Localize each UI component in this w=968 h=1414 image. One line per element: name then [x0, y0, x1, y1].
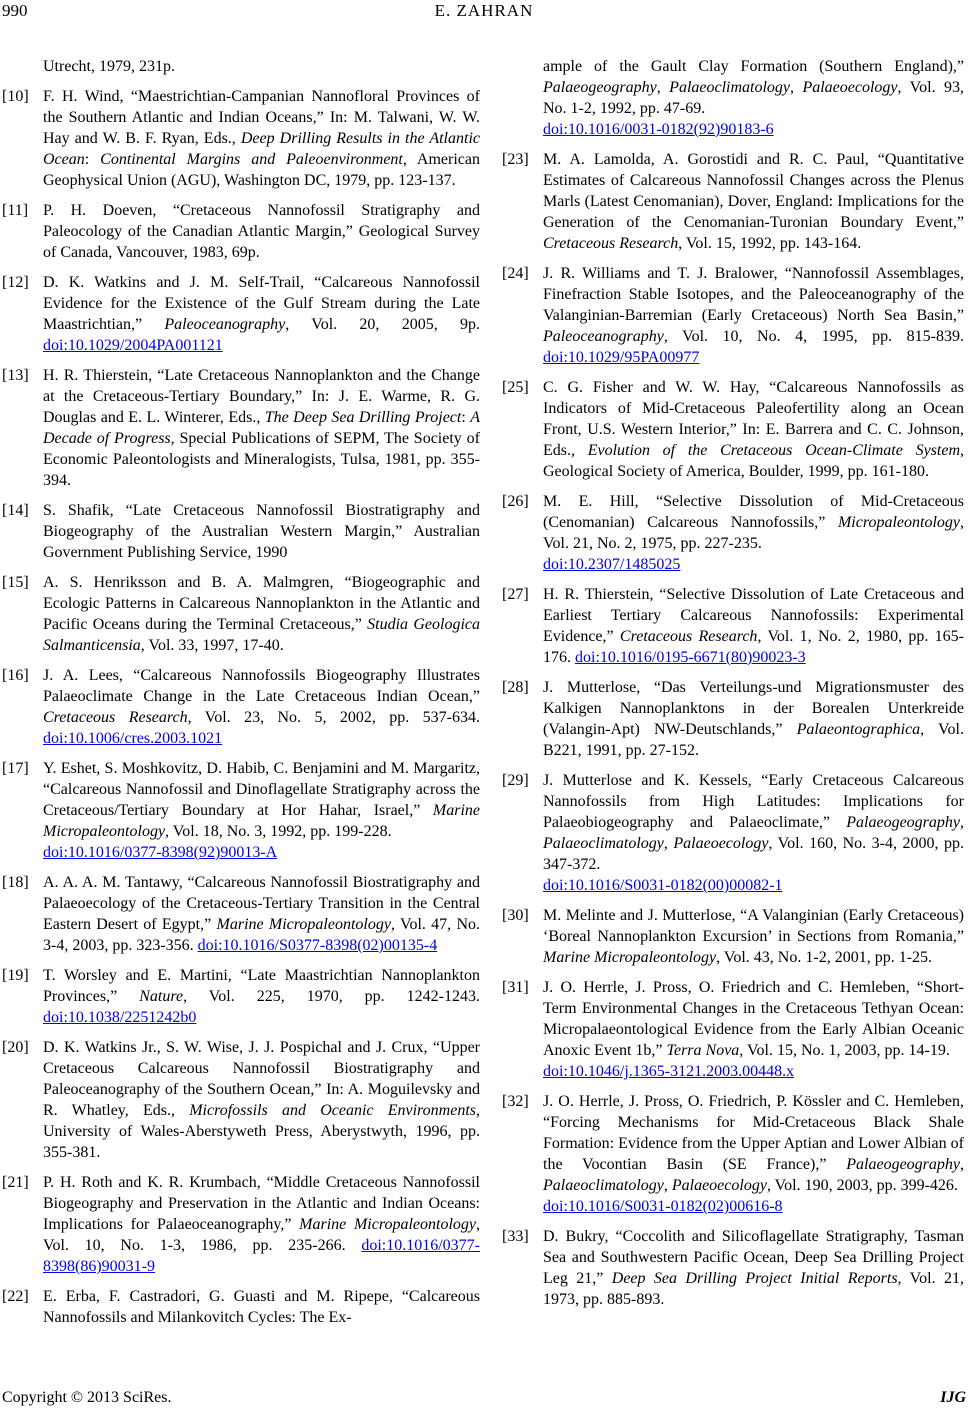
- reference-text-run: P. H. Doeven, “Cretaceous Nannofossil Stratigraphy and Paleocology of the Canadian Atlantic Margin,” Geological Survey of Canada, Vancouver, 1983, 69p.: [43, 202, 480, 261]
- reference-text-run: D. K. Watkins Jr., S. W. Wise, J. J. Pospichal and J. Crux, “Upper Cretaceous Calcareous Nannofossil Biostratigraphy and Paleoceanography of the Southern Ocean,” In: A. Moguilevsky and R. Whatley, Eds.,: [43, 1039, 480, 1119]
- reference-text: [43, 500, 480, 563]
- reference-number: [13]: [2, 367, 29, 384]
- reference-text: [43, 1037, 480, 1163]
- reference-text-run: ,: [656, 79, 670, 96]
- reference-number: [14]: [2, 502, 29, 519]
- reference-text-run: , Vol. 1, No. 2, 1980, pp. 165-176.: [543, 628, 964, 666]
- reference-text-run: F. H. Wind, “Maestrichtian-Campanian Nannofloral Provinces of the Southern Atlantic and Indian Oceans,” In: M. Talwani, W. W. Hay and W. B. F. Ryan, Eds.,: [43, 88, 480, 147]
- reference-text: [43, 1172, 480, 1277]
- italic-title-text: Palaeogeography: [543, 79, 657, 96]
- doi-link[interactable]: doi:10.1016/0377-8398(92)90013-A: [43, 844, 278, 861]
- doi-link[interactable]: doi:10.1016/S0031-0182(00)00082-1: [543, 877, 783, 894]
- reference-item: [2, 200, 480, 263]
- italic-title-text: The Deep Sea Drilling Project: [264, 409, 462, 426]
- doi-link[interactable]: doi:10.1029/2004PA001121: [43, 337, 223, 354]
- reference-number: [29]: [502, 772, 529, 789]
- reference-number: [23]: [502, 151, 529, 168]
- reference-text-run: D. Bukry, “Coccolith and Silicoflagellate Stratigraphy, Tasman Sea and Southwestern Pacific Ocean, Deep Sea Drilling Project Leg 21,”: [543, 1228, 964, 1287]
- reference-text: [43, 200, 480, 263]
- reference-item: [2, 272, 480, 356]
- reference-text-run: , Vol. 10, No. 1-3, 1986, pp. 235-266.: [43, 1216, 480, 1254]
- reference-text-run: ,: [663, 1177, 672, 1194]
- reference-item: [2, 665, 480, 749]
- reference-number: [10]: [2, 88, 29, 105]
- reference-text-run: , Vol. 33, 1997, 17-40.: [140, 637, 284, 654]
- italic-title-text: Palaeoecology: [802, 79, 898, 96]
- reference-item: [2, 500, 480, 563]
- reference-continuation: [543, 56, 964, 140]
- reference-text-run: Y. Eshet, S. Moshkovitz, D. Habib, C. Benjamini and M. Margaritz, “Calcareous Nannofossil and Dinoflagellate Stratigraphy across the Cretaceous/Tertiary Boundary at Hor Hahar, Israel,”: [43, 760, 480, 819]
- reference-text-run: H. R. Thierstein, “Selective Dissolution of Late Cretaceous and Earliest Tertiary Calcareous Nannofossils: Experimental Evidence,”: [543, 586, 964, 645]
- reference-text-run: , Vol. 18, No. 3, 1992, pp. 199-228.: [165, 823, 392, 840]
- italic-title-text: Deep Drilling Results in the Atlantic Ocean: [43, 130, 480, 168]
- reference-number: [11]: [2, 202, 29, 219]
- reference-number: [26]: [502, 493, 529, 510]
- reference-text: [43, 572, 480, 656]
- references-column-left: [2, 56, 480, 1374]
- reference-number: [15]: [2, 574, 29, 591]
- reference-text: [43, 365, 480, 491]
- references-column-right: [502, 56, 964, 1374]
- reference-text: [543, 377, 964, 482]
- reference-text-run: , University of Wales-Aberstyweth Press, Aberystwyth, 1996, pp. 355-381.: [43, 1102, 480, 1161]
- italic-title-text: Deep Sea Drilling Project Initial Reports: [611, 1270, 898, 1287]
- reference-text: [543, 149, 964, 254]
- reference-text: [543, 491, 964, 575]
- reference-text-run: P. H. Roth and K. R. Krumbach, “Middle Cretaceous Nannofossil Biogeography and Preservation in the Atlantic and Indian Oceans: Implications for Palaeoceanography,”: [43, 1174, 480, 1233]
- reference-text: [543, 770, 964, 896]
- doi-link[interactable]: doi:10.1016/S0031-0182(02)00616-8: [543, 1198, 783, 1215]
- reference-text-run: :: [461, 409, 471, 426]
- reference-continuation: [43, 56, 480, 77]
- italic-title-text: A Decade of Progress: [43, 409, 480, 447]
- reference-text-run: , Vol. 160, No. 3-4, 2000, pp. 347-372.: [543, 835, 964, 873]
- reference-number: [27]: [502, 586, 529, 603]
- italic-title-text: Cretaceous Research: [543, 235, 679, 252]
- reference-number: [12]: [2, 274, 29, 291]
- italic-title-text: Micropaleontology: [837, 514, 960, 531]
- italic-title-text: Palaeoclimatology: [543, 835, 664, 852]
- italic-title-text: Paleoceanography: [164, 316, 286, 333]
- copyright-notice: Copyright © 2013 SciRes.: [2, 1389, 172, 1406]
- reference-item: [502, 677, 964, 761]
- italic-title-text: Marine Micropaleontology: [299, 1216, 476, 1233]
- reference-text-run: T. Worsley and E. Martini, “Late Maastrichtian Nannoplankton Provinces,”: [43, 967, 480, 1005]
- reference-text-run: A. A. A. M. Tantawy, “Calcareous Nannofossil Biostratigraphy and Palaeoecology of the Cretaceous-Tertiary Transition in the Central Eastern Desert of Egypt,”: [43, 874, 480, 933]
- italic-title-text: Microfossils and Oceanic Environments: [189, 1102, 476, 1119]
- reference-text: [43, 665, 480, 749]
- reference-text-run: D. K. Watkins and J. M. Self-Trail, “Calcareous Nannofossil Evidence for the Existence of the Gulf Stream during the Late Maastrichtian,”: [43, 274, 480, 333]
- reference-text-run: , Special Publications of SEPM, The Society of Economic Paleontologists and Mineralogists, Tulsa, 1981, pp. 355-394.: [43, 430, 480, 489]
- reference-text-run: J. Mutterlose, “Das Verteilungs-und Migrationsmuster des Kalkigen Nannoplanktons in der Borealen Unterkreide (Valangin-Apt) NW-Deutschlands,”: [543, 679, 964, 738]
- doi-link[interactable]: doi:10.1046/j.1365-3121.2003.00448.x: [543, 1063, 795, 1080]
- reference-text: [43, 758, 480, 863]
- reference-text-run: J. A. Lees, “Calcareous Nannofossils Biogeography Illustrates Palaeoclimate Change in the Late Cretaceous Indian Ocean,”: [43, 667, 480, 705]
- reference-item: [2, 86, 480, 191]
- reference-text-run: ample of the Gault Clay Formation (Southern England),”: [543, 58, 964, 75]
- italic-title-text: Marine Micropaleontology: [543, 949, 717, 966]
- reference-text-run: ,: [960, 1156, 964, 1173]
- reference-text-run: , Vol. 21, 1973, pp. 885-893.: [543, 1270, 964, 1308]
- reference-text: [543, 677, 964, 761]
- reference-item: [2, 1286, 480, 1328]
- doi-link[interactable]: doi:10.1029/95PA00977: [543, 349, 700, 366]
- reference-text-run: H. R. Thierstein, “Late Cretaceous Nannoplankton and the Change at the Cretaceous-Tertiary Boundary,” In: J. E. Warme, R. G. Douglas and E. L. Winterer, Eds.,: [43, 367, 480, 426]
- reference-item: [502, 491, 964, 575]
- reference-number: [17]: [2, 760, 29, 777]
- italic-title-text: Palaeogeography: [846, 814, 960, 831]
- reference-text-run: A. S. Henriksson and B. A. Malmgren, “Biogeographic and Ecologic Patterns in Calcareous Nannoplankton in the Atlantic and Pacific Oceans during the Terminal Cretaceous,”: [43, 574, 480, 633]
- reference-text-run: , Vol. 15, No. 1, 2003, pp. 14-19.: [739, 1042, 950, 1059]
- italic-title-text: Cretaceous Research: [43, 709, 188, 726]
- reference-text: [543, 1091, 964, 1217]
- reference-item: [502, 584, 964, 668]
- reference-text: [543, 977, 964, 1082]
- reference-item: [2, 1037, 480, 1163]
- reference-item: [2, 965, 480, 1028]
- reference-number: [18]: [2, 874, 29, 891]
- italic-title-text: Palaeoecology: [671, 1177, 767, 1194]
- reference-text-run: , Vol. B221, 1991, pp. 27-152.: [543, 721, 964, 759]
- reference-item: [502, 977, 964, 1082]
- journal-abbreviation: IJG: [940, 1389, 966, 1406]
- italic-title-text: Palaeoecology: [673, 835, 769, 852]
- references-content: [2, 56, 966, 1374]
- reference-text: [43, 272, 480, 356]
- reference-item: [502, 263, 964, 368]
- reference-text-run: :: [84, 151, 101, 168]
- reference-text-run: J. Mutterlose and K. Kessels, “Early Cretaceous Calcareous Nannofossils from High Latitudes: Implications for Palaeobiogeography and Palaeoclimate,”: [543, 772, 964, 831]
- reference-text-run: , Vol. 47, No. 3-4, 2003, pp. 323-356.: [43, 916, 480, 954]
- reference-text: [43, 872, 480, 956]
- reference-text: [43, 965, 480, 1028]
- reference-text-run: M. A. Lamolda, A. Gorostidi and R. C. Paul, “Quantitative Estimates of Calcareous Nannofossil Changes across the Plenus Marls (Latest Cenomanian), Dover, England: Implications for the Generation of the Cenomanian-Turonian Boundary Event,”: [543, 151, 964, 231]
- page-header: [2, 0, 966, 22]
- page-footer: [2, 1386, 966, 1408]
- italic-title-text: Marine Micropaleontology: [216, 916, 391, 933]
- reference-item: [502, 1226, 964, 1310]
- reference-text-run: , American Geophysical Union (AGU), Washington DC, 1979, pp. 123-137.: [43, 151, 480, 189]
- reference-text-run: , Vol. 190, 2003, pp. 399-426.: [766, 1177, 958, 1194]
- doi-link[interactable]: doi:10.1016/0195-6671(80)90023-3: [575, 649, 806, 666]
- reference-text: [43, 1286, 480, 1328]
- reference-text-run: , Vol. 43, No. 1-2, 2001, pp. 1-25.: [716, 949, 933, 966]
- reference-text-run: E. Erba, F. Castradori, G. Guasti and M. Ripepe, “Calcareous Nannofossils and Milankovitch Cycles: The Ex-: [43, 1288, 480, 1326]
- reference-text-run: , Vol. 225, 1970, pp. 1242-1243.: [183, 988, 480, 1005]
- reference-number: [30]: [502, 907, 529, 924]
- italic-title-text: Terra Nova: [666, 1042, 740, 1059]
- italic-title-text: Continental Margins and Paleoenvironment: [100, 151, 403, 168]
- reference-text-run: , Geological Society of America, Boulder, 1999, pp. 161-180.: [543, 442, 964, 480]
- doi-link[interactable]: doi:10.1006/cres.2003.1021: [43, 730, 223, 747]
- reference-text: [543, 263, 964, 368]
- page-number: 990: [2, 1, 28, 20]
- reference-text-run: J. O. Herrle, J. Pross, O. Friedrich, P. Kössler and C. Hemleben, “Forcing Mechanisms for Mid-Cretaceous Black Shale Formation: Evidence from the Upper Aptian and Lower Albian of the Vocontian Basin (SE France),”: [543, 1093, 964, 1173]
- doi-link[interactable]: doi:10.1016/S0377-8398(02)00135-4: [197, 937, 438, 954]
- reference-text: [543, 1226, 964, 1310]
- reference-item: [2, 365, 480, 491]
- reference-text-run: Utrecht, 1979, 231p.: [43, 58, 175, 75]
- italic-title-text: Marine Micropaleontology: [43, 802, 480, 840]
- reference-text-run: M. Melinte and J. Mutterlose, “A Valanginian (Early Cretaceous) ‘Boreal Nannoplankton Excursion’ in Sections from Romania,”: [543, 907, 964, 945]
- reference-text-run: , Vol. 93, No. 1-2, 1992, pp. 47-69.: [543, 79, 964, 117]
- reference-text-run: ,: [790, 79, 803, 96]
- reference-number: [22]: [2, 1288, 29, 1305]
- reference-item: [502, 770, 964, 896]
- italic-title-text: Palaeoclimatology: [543, 1177, 664, 1194]
- running-title: E. ZAHRAN: [434, 1, 534, 20]
- italic-title-text: Evolution of the Cretaceous Ocean-Climate System: [587, 442, 961, 459]
- reference-text: [543, 905, 964, 968]
- reference-text-run: , Vol. 21, No. 2, 1975, pp. 227-235.: [543, 514, 964, 552]
- italic-title-text: Palaeontographica: [796, 721, 921, 738]
- reference-item: [2, 572, 480, 656]
- italic-title-text: Cretaceous Research: [619, 628, 758, 645]
- reference-number: [16]: [2, 667, 29, 684]
- italic-title-text: Palaeoclimatology: [669, 79, 791, 96]
- doi-link[interactable]: doi:10.1038/2251242b0: [43, 1009, 197, 1026]
- reference-text-run: , Vol. 15, 1992, pp. 143-164.: [678, 235, 862, 252]
- reference-item: [2, 1172, 480, 1277]
- reference-text: [43, 86, 480, 191]
- reference-text-run: J. O. Herrle, J. Pross, O. Friedrich and C. Hemleben, “Short-Term Environmental Changes in the Cretaceous Tethyan Ocean: Micropalaeontological Evidence from the Early Albian Oceanic Anoxic Event 1b,”: [543, 979, 964, 1059]
- reference-text-run: J. R. Williams and T. J. Bralower, “Nannofossil Assemblages, Finefraction Stable Isotopes, and the Paleoceanography of the Valanginian-Barremian (Early Cretaceous) North Sea Basin,”: [543, 265, 964, 324]
- doi-link[interactable]: doi:10.1016/0377-8398(86)90031-9: [43, 1237, 480, 1275]
- reference-text: [543, 584, 964, 668]
- reference-item: [502, 1091, 964, 1217]
- italic-title-text: Paleoceanography: [543, 328, 664, 345]
- reference-text-run: , Vol. 10, No. 4, 1995, pp. 815-839.: [663, 328, 964, 345]
- reference-text-run: , Vol. 23, No. 5, 2002, pp. 537-634.: [187, 709, 480, 726]
- reference-number: [20]: [2, 1039, 29, 1056]
- italic-title-text: Palaeogeography: [846, 1156, 960, 1173]
- doi-link[interactable]: doi:10.1016/0031-0182(92)90183-6: [543, 121, 774, 138]
- reference-item: [502, 905, 964, 968]
- reference-text-run: , Vol. 20, 2005, 9p.: [285, 316, 480, 333]
- reference-text-run: M. E. Hill, “Selective Dissolution of Mid-Cretaceous (Cenomanian) Calcareous Nannofossils,”: [543, 493, 964, 531]
- reference-number: [31]: [502, 979, 529, 996]
- reference-number: [28]: [502, 679, 529, 696]
- italic-title-text: Studia Geologica Salmanticensia: [43, 616, 480, 654]
- reference-text-run: ,: [663, 835, 674, 852]
- reference-item: [502, 377, 964, 482]
- reference-item: [2, 872, 480, 956]
- reference-number: [25]: [502, 379, 529, 396]
- reference-item: [502, 149, 964, 254]
- reference-item: [2, 758, 480, 863]
- reference-number: [21]: [2, 1174, 29, 1191]
- italic-title-text: Nature: [139, 988, 184, 1005]
- reference-number: [32]: [502, 1093, 529, 1110]
- reference-number: [24]: [502, 265, 529, 282]
- reference-text-run: C. G. Fisher and W. W. Hay, “Calcareous Nannofossils as Indicators of Mid-Cretaceous Paleofertility along an Ocean Front, U.S. Western Interior,” In: E. Barrera and C. C. Johnson, Eds.,: [543, 379, 964, 459]
- reference-number: [19]: [2, 967, 29, 984]
- reference-text-run: ,: [960, 814, 964, 831]
- reference-number: [33]: [502, 1228, 529, 1245]
- reference-text-run: S. Shafik, “Late Cretaceous Nannofossil Biostratigraphy and Biogeography of the Australian Western Margin,” Australian Government Publishing Service, 1990: [43, 502, 480, 561]
- doi-link[interactable]: doi:10.2307/1485025: [543, 556, 681, 573]
